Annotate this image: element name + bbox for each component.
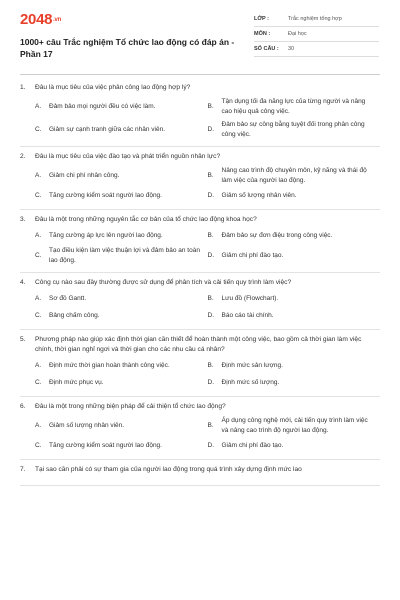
answer-option[interactable]: [35, 359, 208, 373]
header-divider: [20, 74, 380, 75]
option-letter: B.: [207, 295, 214, 302]
question-number: 4.: [20, 279, 26, 286]
meta-key: LỚP :: [254, 16, 269, 22]
option-letter: A.: [35, 295, 42, 302]
meta-value: Trắc nghiệm tổng hợp: [288, 16, 342, 22]
answer-option[interactable]: [35, 229, 208, 243]
option-letter: C.: [35, 252, 42, 259]
option-letter: A.: [35, 103, 42, 110]
question-head: [20, 215, 380, 225]
question-item: [20, 397, 380, 460]
header-left: [20, 12, 240, 68]
question-text: Phương pháp nào giúp xác định thời gian cần thiết để hoàn thành một công việc, bao gồm cả thời gian làm việc chính, thời gian nghỉ ngơi và thời gian cho các nhu cầu cá nhân?: [35, 336, 362, 353]
option-text: Giảm sự cạnh tranh giữa các nhân viên.: [49, 126, 166, 133]
answer-option[interactable]: [208, 189, 381, 203]
option-letter: A.: [35, 232, 42, 239]
answer-option[interactable]: [35, 97, 208, 117]
option-text: Giảm chi phí nhân công.: [49, 172, 120, 179]
question-item: [20, 147, 380, 210]
page-title: 1000+ câu Trắc nghiệm Tổ chức lao động có đáp án - Phần 17: [20, 37, 235, 60]
option-text: Lưu đồ (Flowchart).: [221, 295, 279, 302]
question-head: [20, 152, 380, 162]
question-number: 2.: [20, 153, 26, 160]
option-text: Báo cáo tài chính.: [221, 312, 274, 319]
answer-option[interactable]: [35, 246, 208, 266]
question-number: 1.: [20, 84, 26, 91]
option-text: Định mức thời gian hoàn thành công việc.: [49, 362, 170, 369]
question-text: Công cụ nào sau đây thường được sử dụng để phân tích và cải tiến quy trình làm việc?: [35, 279, 292, 286]
option-letter: D.: [207, 252, 214, 259]
question-text: Đâu là một trong những biện pháp để cải thiện tổ chức lao động?: [35, 403, 226, 410]
option-text: Bảng chấm công.: [49, 312, 100, 319]
option-text: Định mức số lượng.: [221, 379, 280, 386]
option-text: Định mức sản lượng.: [221, 362, 283, 369]
options-grid: [20, 416, 380, 453]
logo-sub: .vn: [53, 17, 61, 24]
question-text: Đâu là một trong những nguyên tắc cơ bản của tổ chức lao động khoa học?: [35, 216, 257, 223]
answer-option[interactable]: [208, 416, 381, 436]
answer-option[interactable]: [208, 246, 381, 266]
option-text: Tăng cường áp lực lên người lao động.: [49, 232, 163, 239]
option-text: Định mức phục vụ.: [49, 379, 104, 386]
option-text: Tăng cường kiểm soát người lao động.: [49, 442, 162, 449]
question-text: Đâu là mục tiêu của việc đào tạo và phát triển nguồn nhân lực?: [35, 153, 221, 160]
option-letter: D.: [207, 192, 214, 199]
question-item: [20, 78, 380, 147]
meta-row: [254, 42, 379, 57]
options-grid: [20, 292, 380, 323]
answer-option[interactable]: [208, 97, 381, 117]
question-item: [20, 330, 380, 397]
answer-option[interactable]: [35, 189, 208, 203]
answer-option[interactable]: [208, 439, 381, 453]
option-text: Giảm số lượng nhân viên.: [49, 422, 125, 429]
meta-value: 30: [288, 46, 295, 52]
question-number: 5.: [20, 336, 26, 343]
option-letter: B.: [207, 172, 214, 179]
answer-option[interactable]: [35, 376, 208, 390]
answer-option[interactable]: [35, 439, 208, 453]
option-letter: B.: [207, 103, 214, 110]
option-text: Giảm số lượng nhân viên.: [221, 192, 297, 199]
meta-table: [254, 12, 379, 68]
question-number: 3.: [20, 216, 26, 223]
question-head: [20, 402, 380, 412]
answer-option[interactable]: [208, 229, 381, 243]
option-text: Đảm bảo sự công bằng tuyệt đối trong phân công công việc.: [221, 121, 365, 138]
answer-option[interactable]: [35, 166, 208, 186]
answer-option[interactable]: [35, 416, 208, 436]
option-letter: A.: [35, 362, 42, 369]
option-text: Đảm bảo mọi người đều có việc làm.: [49, 103, 156, 110]
meta-row: [254, 27, 379, 42]
answer-option[interactable]: [208, 309, 381, 323]
options-grid: [20, 359, 380, 390]
meta-value: Đại học: [288, 31, 307, 37]
options-grid: [20, 166, 380, 203]
question-number: 7.: [20, 466, 26, 473]
option-letter: A.: [35, 422, 42, 429]
answer-option[interactable]: [208, 376, 381, 390]
option-letter: B.: [207, 232, 214, 239]
page-header: [0, 0, 400, 68]
option-letter: C.: [35, 126, 42, 133]
answer-option[interactable]: [35, 292, 208, 306]
question-head: [20, 465, 380, 475]
question-list: [20, 78, 380, 486]
site-logo[interactable]: [20, 12, 240, 28]
option-letter: D.: [207, 312, 214, 319]
option-text: Sơ đồ Gantt.: [49, 295, 87, 302]
meta-key: SỐ CÂU :: [254, 46, 279, 52]
option-text: Giảm chi phí đào tạo.: [221, 442, 284, 449]
question-item: [20, 460, 380, 486]
option-letter: C.: [35, 442, 42, 449]
question-item: [20, 273, 380, 330]
answer-option[interactable]: [35, 309, 208, 323]
option-letter: D.: [207, 126, 214, 133]
meta-key: MÔN :: [254, 31, 271, 37]
option-text: Tận dụng tối đa năng lực của từng người và nâng cao hiệu quả công việc.: [221, 98, 366, 115]
answer-option[interactable]: [208, 359, 381, 373]
question-number: 6.: [20, 403, 26, 410]
question-item: [20, 210, 380, 273]
option-text: Nâng cao trình độ chuyên môn, kỹ năng và thái độ làm việc của người lao động.: [221, 167, 367, 184]
question-text: Đâu là mục tiêu của việc phân công lao động hợp lý?: [35, 84, 191, 91]
options-grid: [20, 97, 380, 140]
answer-option[interactable]: [208, 166, 381, 186]
option-letter: D.: [207, 379, 214, 386]
option-text: Tạo điều kiện làm việc thuận lợi và đảm bảo an toàn lao động.: [49, 247, 200, 264]
question-head: [20, 335, 380, 355]
answer-option[interactable]: [35, 120, 208, 140]
option-text: Giảm chi phí đào tạo.: [221, 252, 284, 259]
answer-option[interactable]: [208, 292, 381, 306]
option-letter: C.: [35, 192, 42, 199]
options-grid: [20, 229, 380, 266]
meta-row: [254, 12, 379, 27]
option-letter: C.: [35, 379, 42, 386]
question-text: Tại sao cần phải có sự tham gia của người lao động trong quá trình xây dựng định mức lao: [35, 466, 302, 473]
question-head: [20, 278, 380, 288]
option-text: Đảm bảo sự đơn điệu trong công việc.: [221, 232, 333, 239]
question-head: [20, 83, 380, 93]
option-letter: B.: [207, 422, 214, 429]
logo-main: 2048: [20, 11, 53, 28]
option-text: Tăng cường kiểm soát người lao động.: [49, 192, 162, 199]
option-letter: B.: [207, 362, 214, 369]
answer-option[interactable]: [208, 120, 381, 140]
option-letter: C.: [35, 312, 42, 319]
option-letter: D.: [207, 442, 214, 449]
option-text: Áp dụng công nghệ mới, cải tiến quy trình làm việc và nâng cao trình độ người lao động.: [221, 417, 368, 434]
option-letter: A.: [35, 172, 42, 179]
